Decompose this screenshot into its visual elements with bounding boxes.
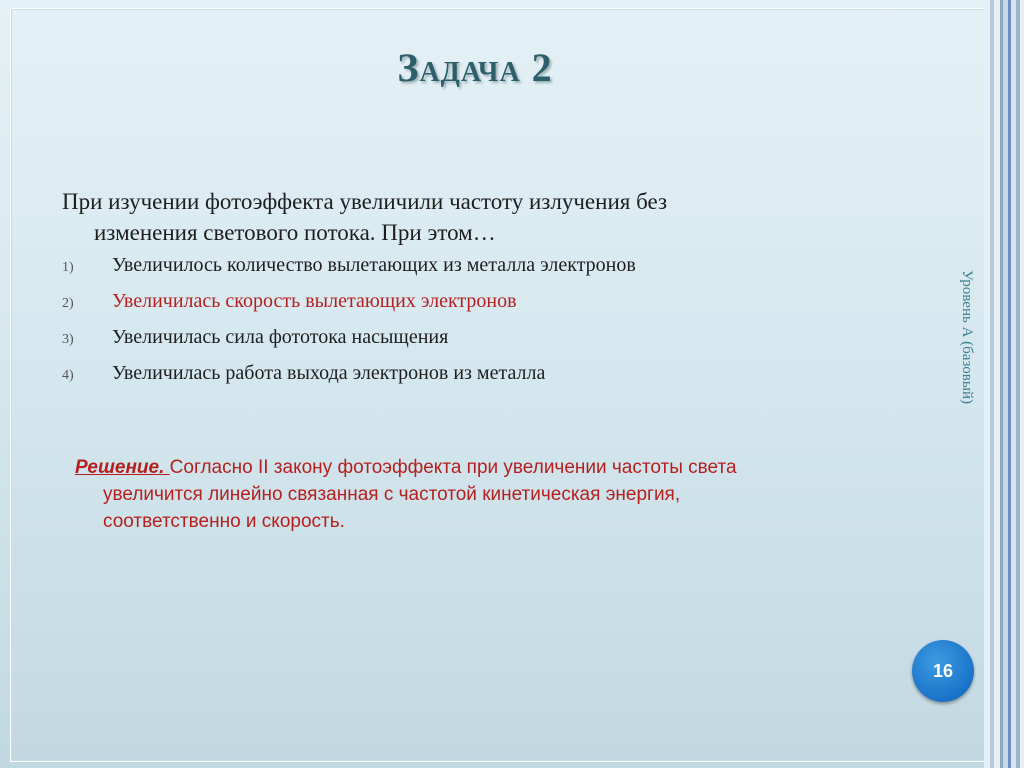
option-text: Увеличилась скорость вылетающих электронов bbox=[112, 290, 517, 312]
option-number: 4) bbox=[62, 368, 74, 383]
solution-line-3: соответственно и скорость. bbox=[103, 511, 345, 532]
option-number: 2) bbox=[62, 296, 74, 311]
question-line-1: При изучении фотоэффекта увеличили частоту излучения без bbox=[62, 189, 668, 214]
option-item-correct bbox=[62, 290, 882, 326]
solution-label: Решение. bbox=[75, 457, 170, 478]
option-number: 1) bbox=[62, 260, 74, 275]
question-text bbox=[62, 186, 882, 248]
solution-line-1: Согласно II закону фотоэффекта при увеличении частоты света bbox=[169, 457, 737, 478]
page-number-badge: 16 bbox=[912, 640, 974, 702]
decorative-stripes bbox=[984, 0, 1024, 768]
option-item bbox=[62, 254, 882, 290]
option-text: Увеличилась сила фототока насыщения bbox=[112, 326, 449, 348]
option-number: 3) bbox=[62, 332, 74, 347]
solution-block bbox=[75, 454, 895, 535]
question-line-2: изменения светового потока. При этом… bbox=[94, 220, 496, 245]
option-text: Увеличилось количество вылетающих из металла электронов bbox=[112, 254, 636, 276]
level-label: Уровень А (базовый) bbox=[959, 270, 975, 404]
option-item bbox=[62, 362, 882, 398]
option-item bbox=[62, 326, 882, 362]
slide-title: Задача 2 bbox=[397, 45, 553, 90]
solution-line-2: увеличится линейно связанная с частотой кинетическая энергия, bbox=[103, 484, 681, 505]
answer-options bbox=[62, 254, 882, 398]
option-text: Увеличилась работа выхода электронов из металла bbox=[112, 362, 546, 384]
